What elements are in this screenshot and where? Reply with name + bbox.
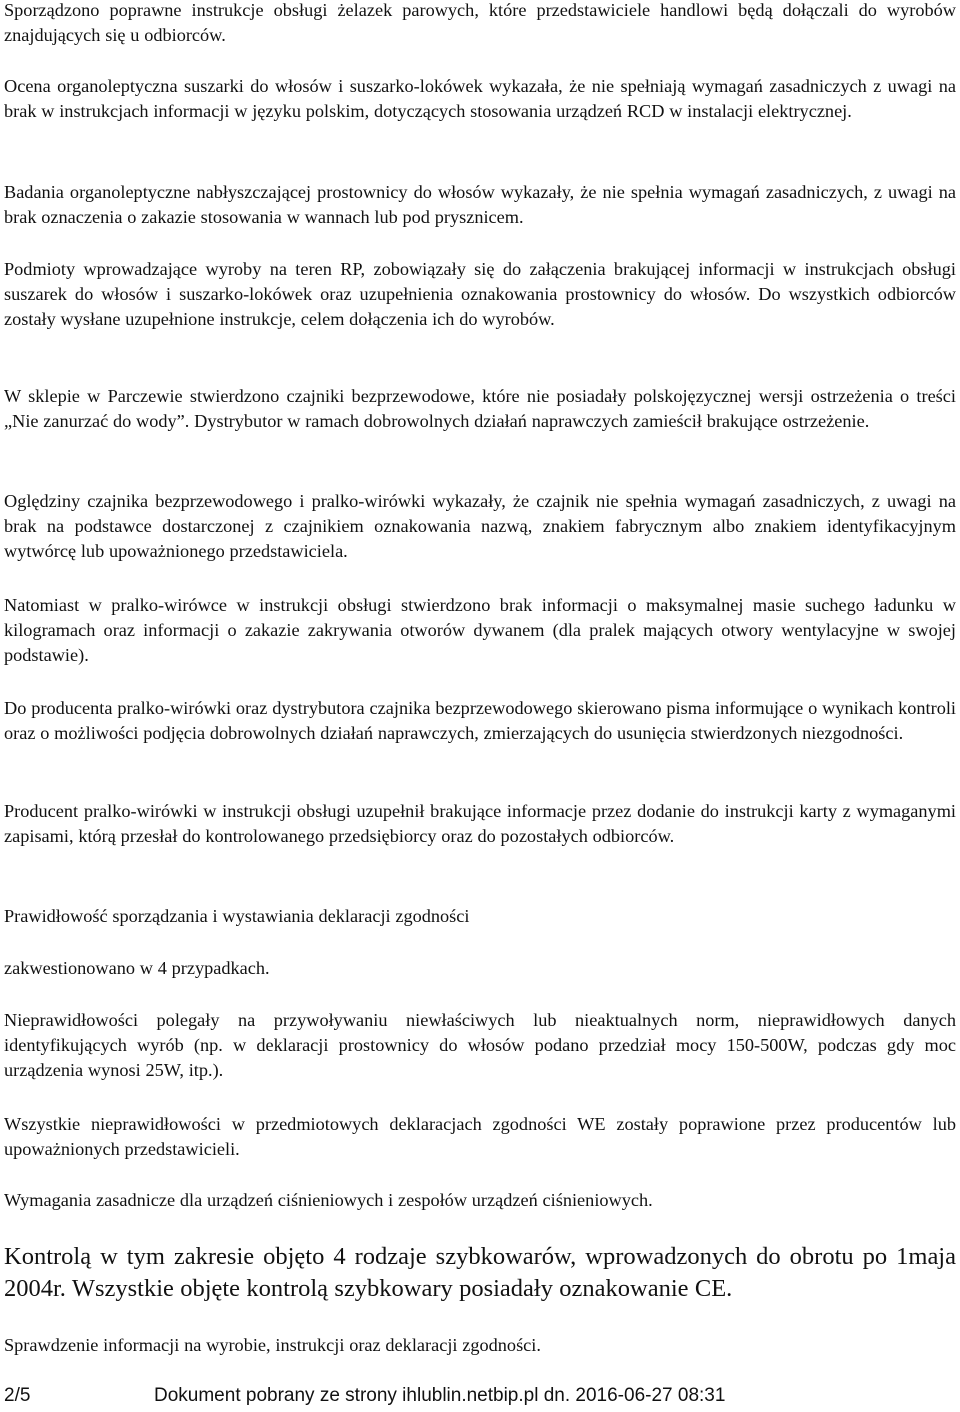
paragraph-declaration-heading: Prawidłowość sporządzania i wystawiania deklaracji zgodności xyxy=(4,906,470,926)
paragraph-kettle-inspection: Oględziny czajnika bezprzewodowego i pralko-wirówki wykazały, że czajnik nie spełnia wymagań zasadniczych, z uwagi na brak na podstawce dostarczonej z czajnikiem oznakowania nazwą, znakiem fabrycznym albo znakiem identyfikacyjnym wytwórcę lub upoważnionego przedstawiciela. xyxy=(4,491,956,561)
page-number: 2/5 xyxy=(4,1385,31,1406)
paragraph-washer-dryer: Natomiast w pralko-wirówce w instrukcji obsługi stwierdzono brak informacji o maksymalnej masie suchego ładunku w kilogramach oraz informacji o zakazie zakrywania otworów dywanem (dla pralek mających otwory wentylacyjne w swojej podstawie). xyxy=(4,595,956,665)
paragraph-corrections: Wszystkie nieprawidłowości w przedmiotowych deklaracjach zgodności WE zostały poprawione przez producentów lub upoważnionych przedstawicieli. xyxy=(4,1114,956,1159)
paragraph-pressure-equipment: Wymagania zasadnicze dla urządzeń ciśnieniowych i zespołów urządzeń ciśnieniowych. xyxy=(4,1190,653,1210)
page-footer xyxy=(4,1383,956,1409)
paragraph-verification: Sprawdzenie informacji na wyrobie, instrukcji oraz deklaracji zgodności. xyxy=(4,1335,541,1355)
paragraph-hair-dryers: Ocena organoleptyczna suszarki do włosów i suszarko-lokówek wykazała, że nie spełniają wymagań zasadniczych z uwagi na brak w instrukcjach informacji w języku polskim, dotyczących stosowania urządzeń RCD w instalacji elektrycznej. xyxy=(4,76,956,121)
paragraph-questioned-count: zakwestionowano w 4 przypadkach. xyxy=(4,958,270,978)
paragraph-letters-sent: Do producenta pralko-wirówki oraz dystrybutora czajnika bezprzewodowego skierowano pisma informujące o wynikach kontroli oraz o możliwości podjęcia dobrowolnych działań naprawczych, zmierzających do usunięcia stwierdzonych niezgodności. xyxy=(4,698,956,743)
paragraph-irregularities: Nieprawidłowości polegały na przywoływaniu niewłaściwych lub nieaktualnych norm, nieprawidłowych danych identyfikujących wyrób (np. w deklaracji prostownicy do włosów podano przedział mocy 150-500W, podczas gdy moc urządzenia wynosi 25W, itp.). xyxy=(4,1010,956,1080)
paragraph-importers-obligation: Podmioty wprowadzające wyroby na teren RP, zobowiązały się do załączenia brakującej informacji w instrukcjach obsługi suszarek do włosów i suszarko-lokówek oraz uzupełnienia oznakowania prostownicy do włosów. Do wszystkich odbiorców zostały wysłane uzupełnione instrukcje, celem dołączenia ich do wyrobów. xyxy=(4,259,956,329)
paragraph-hair-straightener: Badania organoleptyczne nabłyszczającej prostownicy do włosów wykazały, że nie spełnia wymagań zasadniczych, z uwagi na brak oznaczenia o zakazie stosowania w wannach lub pod prysznicem. xyxy=(4,182,956,227)
download-note: Dokument pobrany ze strony ihlublin.netbip.pl dn. 2016-06-27 08:31 xyxy=(154,1385,726,1406)
paragraph-pressure-cookers: Kontrolą w tym zakresie objęto 4 rodzaje szybkowarów, wprowadzonych do obrotu po 1maja 2004r. Wszystkie objęte kontrolą szybkowary posiadały oznakowanie CE. xyxy=(4,1243,956,1302)
paragraph-producent-correction: Producent pralko-wirówki w instrukcji obsługi uzupełnił brakujące informacje przez dodanie do instrukcji karty z wymaganymi zapisami, którą przesłał do kontrolowanego przedsiębiorcy oraz do pozostałych odbiorców. xyxy=(4,801,956,846)
paragraph-steam-irons: Sporządzono poprawne instrukcje obsługi żelazek parowych, które przedstawiciele handlowi będą dołączali do wyrobów znajdujących się u odbiorców. xyxy=(4,0,956,45)
paragraph-kettles-parczew: W sklepie w Parczewie stwierdzono czajniki bezprzewodowe, które nie posiadały polskojęzycznej wersji ostrzeżenia o treści „Nie zanurzać do wody”. Dystrybutor w ramach dobrowolnych działań naprawczych zamieścił brakujące ostrzeżenie. xyxy=(4,386,956,431)
